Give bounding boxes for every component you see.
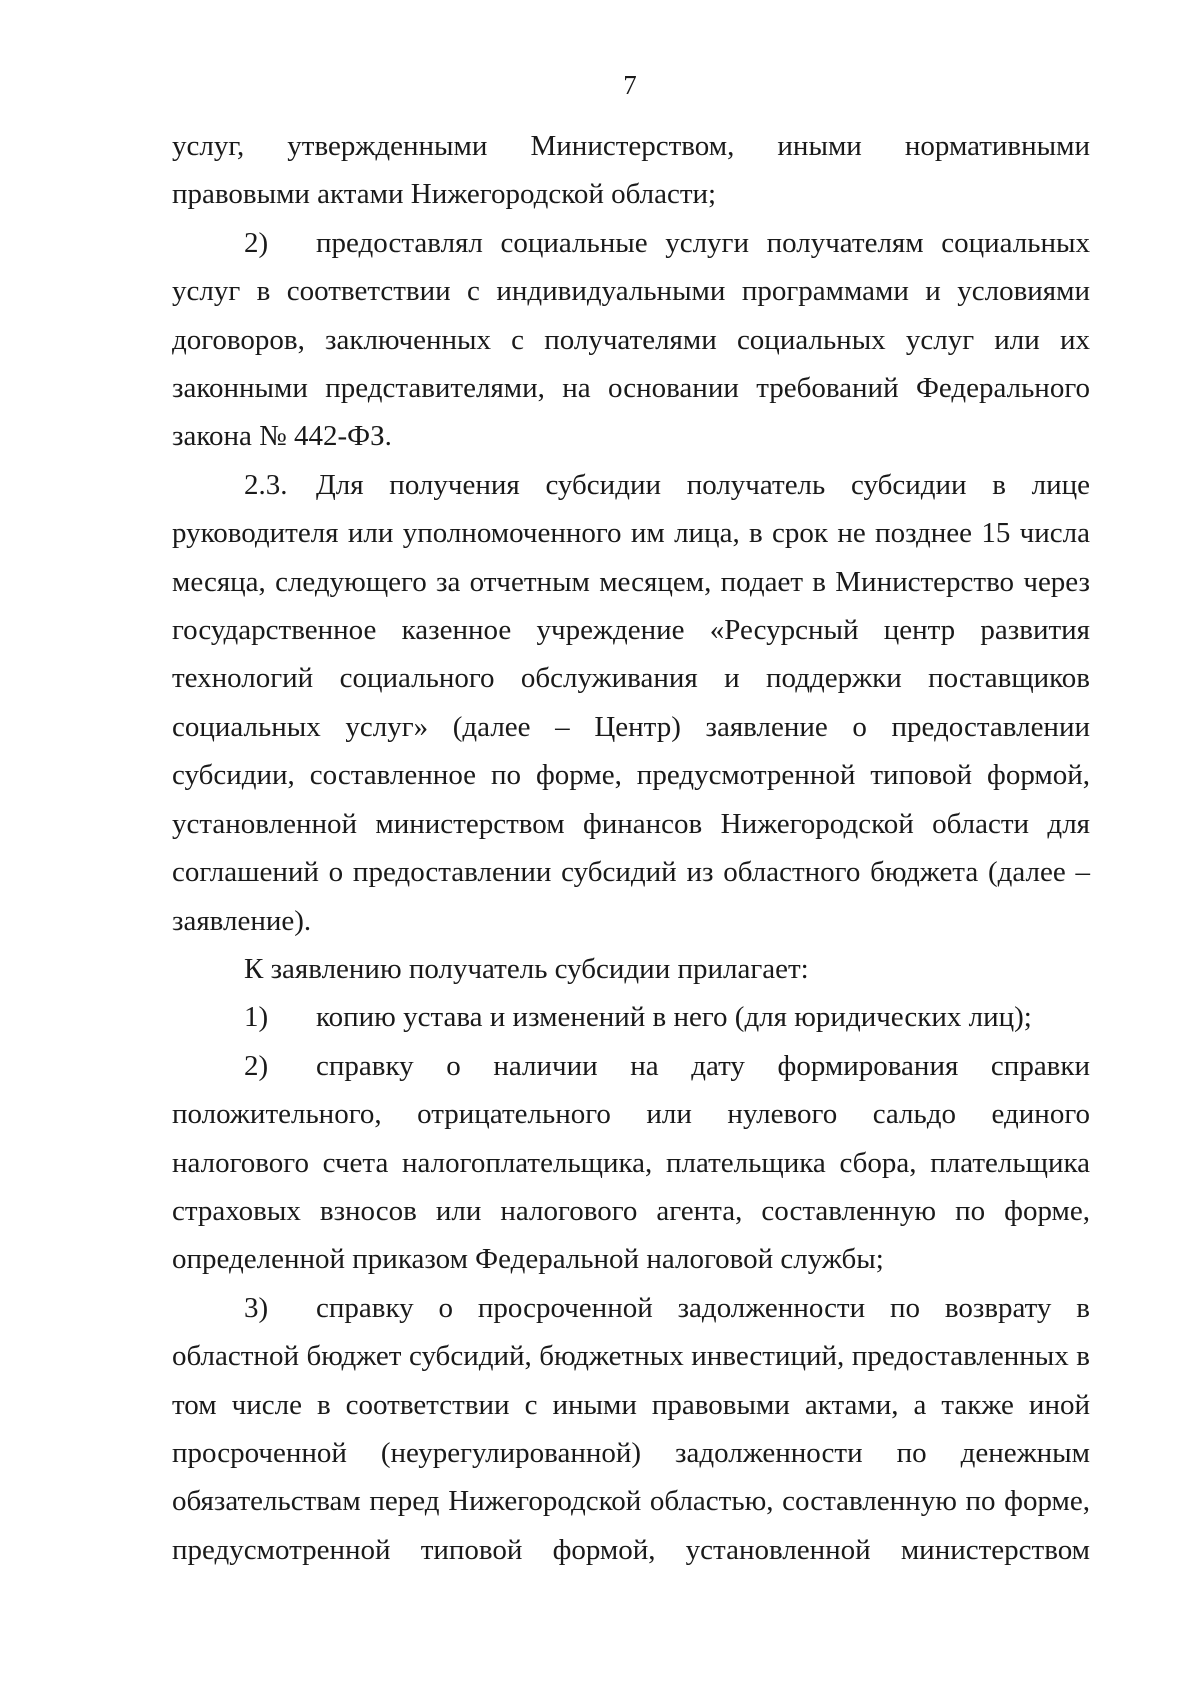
paragraph-text: К заявлению получатель субсидии прилагает:: [244, 952, 809, 985]
paragraph-text: предоставлял социальные услуги получателям социальных услуг в соответствии с индивидуальными программами и условиями договоров, заключенных с получателями социальных услуг или их законными представителями, на основании требований Федерального закона № 442-ФЗ.: [172, 226, 1090, 453]
section-2-3: [172, 461, 1090, 945]
paragraph-text: копию устава и изменений в него (для юридических лиц);: [316, 1001, 1032, 1034]
attachment-item-2: [172, 1042, 1090, 1284]
item-number: 1): [244, 1001, 269, 1034]
paragraph-continuation: [172, 122, 1090, 219]
list-item-2: [172, 219, 1090, 461]
attachment-item-3: [172, 1284, 1090, 1574]
paragraph-text: справку о просроченной задолженности по возврату в областной бюджет субсидий, бюджетных инвестиций, предоставленных в том числе в соответствии с иными правовыми актами, а также иной просроченной (неурегулированной) задолженности по денежным обязательствам перед Нижегородской областью, составленную по форме, предусмотренной типовой формой, установленной министерством: [172, 1291, 1090, 1566]
paragraph-text: услуг, утвержденными Министерством, иными нормативными правовыми актами Нижегородской области;: [172, 130, 1090, 211]
paragraph-text: справку о наличии на дату формирования справки положительного, отрицательного или нулевого сальдо единого налогового счета налогоплательщика, плательщика сбора, плательщика страховых взносов или налогового агента, составленную по форме, определенной приказом Федеральной налоговой службы;: [172, 1049, 1090, 1276]
paragraph-text: Для получения субсидии получатель субсидии в лице руководителя или уполномоченного им лица, в срок не позднее 15 числа месяца, следующего за отчетным месяцем, подает в Министерство через государственное казенное учреждение «Ресурсный центр развития технологий социального обслуживания и поддержки поставщиков социальных услуг» (далее – Центр) заявление о предоставлении субсидии, составленное по форме, предусмотренной типовой формой, установленной министерством финансов Нижегородской области для соглашений о предоставлении субсидий из областного бюджета (далее – заявление).: [172, 468, 1090, 937]
item-number: 3): [244, 1291, 269, 1324]
document-body: [172, 122, 1090, 1574]
item-number: 2): [244, 1049, 269, 1082]
page-number: 7: [623, 70, 637, 100]
attachment-item-1: [172, 993, 1090, 1041]
attachments-intro: [172, 945, 1090, 993]
item-number: 2): [244, 226, 269, 259]
section-number: 2.3.: [244, 468, 288, 501]
